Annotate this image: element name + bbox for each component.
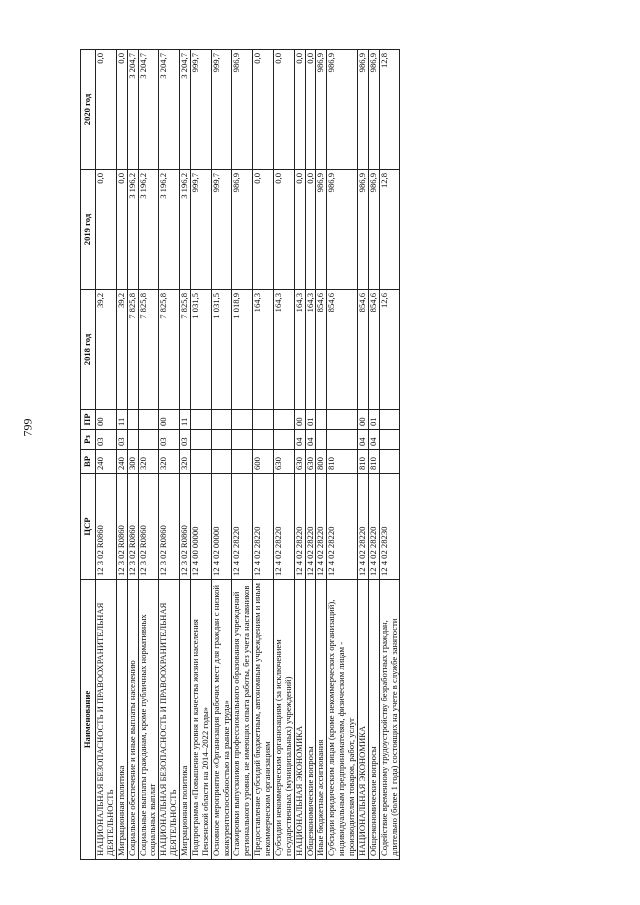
cell-rz bbox=[316, 430, 327, 450]
cell-pr bbox=[379, 410, 400, 430]
cell-rz bbox=[327, 430, 358, 450]
cell-name: Социальное обеспечение и иные выплаты населению bbox=[127, 580, 138, 860]
cell-rz: 04 bbox=[305, 430, 316, 450]
cell-pr: 11 bbox=[180, 410, 191, 430]
table-row bbox=[294, 50, 305, 860]
header-vr: ВР bbox=[81, 450, 96, 474]
header-rz: Рз bbox=[81, 430, 96, 450]
cell-2018: 1 018,9 bbox=[232, 290, 253, 410]
cell-2019: 0,0 bbox=[273, 170, 294, 290]
header-name: Наименование bbox=[81, 580, 96, 860]
cell-vr: 630 bbox=[294, 450, 305, 474]
cell-2018: 164,3 bbox=[273, 290, 294, 410]
cell-2019: 986,9 bbox=[232, 170, 253, 290]
cell-rz bbox=[211, 430, 232, 450]
cell-csr: 12 4 02 28220 bbox=[357, 474, 368, 580]
cell-vr: 630 bbox=[305, 450, 316, 474]
cell-pr: 00 bbox=[159, 410, 180, 430]
table-row bbox=[368, 50, 379, 860]
table-row bbox=[211, 50, 232, 860]
cell-name: Подпрограмма «Повышение уровня и качества жизни населения Пензенской области на 2014–2022 годы» bbox=[190, 580, 211, 860]
table-row bbox=[316, 50, 327, 860]
cell-rz bbox=[127, 430, 138, 450]
cell-2018: 854,6 bbox=[357, 290, 368, 410]
rotated-table-container bbox=[80, 50, 550, 860]
cell-name: Субсидии юридическим лицам (кроме некоммерческих организаций), индивидуальным предпринимателям, физическим лицам - производителям товаров, работ, услуг bbox=[327, 580, 358, 860]
header-pr: ПР bbox=[81, 410, 96, 430]
cell-pr: 00 bbox=[357, 410, 368, 430]
cell-2020: 3 204,7 bbox=[138, 50, 159, 170]
cell-csr: 12 4 02 28220 bbox=[253, 474, 274, 580]
cell-2018: 164,3 bbox=[294, 290, 305, 410]
cell-name: Субсидии некоммерческим организациям (за исключением государственных (муниципальных) учреждений) bbox=[273, 580, 294, 860]
cell-rz: 03 bbox=[180, 430, 191, 450]
cell-pr: 01 bbox=[305, 410, 316, 430]
cell-rz bbox=[273, 430, 294, 450]
cell-2019: 3 196,2 bbox=[180, 170, 191, 290]
cell-pr: 11 bbox=[116, 410, 127, 430]
cell-csr: 12 4 02 28220 bbox=[327, 474, 358, 580]
cell-csr: 12 4 02 28230 bbox=[379, 474, 400, 580]
cell-vr: 240 bbox=[96, 450, 117, 474]
cell-2019: 0,0 bbox=[294, 170, 305, 290]
cell-vr: 320 bbox=[180, 450, 191, 474]
cell-pr bbox=[127, 410, 138, 430]
cell-name: НАЦИОНАЛЬНАЯ БЕЗОПАСНОСТЬ И ПРАВООХРАНИТЕЛЬНАЯ ДЕЯТЕЛЬНОСТЬ bbox=[159, 580, 180, 860]
table-row bbox=[327, 50, 358, 860]
cell-2019: 12,8 bbox=[379, 170, 400, 290]
cell-2018: 7 825,8 bbox=[180, 290, 191, 410]
cell-name: Миграционная политика bbox=[116, 580, 127, 860]
cell-rz: 03 bbox=[116, 430, 127, 450]
cell-vr: 320 bbox=[138, 450, 159, 474]
page-number: 799 bbox=[20, 418, 35, 437]
cell-2020: 0,0 bbox=[253, 50, 274, 170]
cell-rz bbox=[379, 430, 400, 450]
table-row bbox=[159, 50, 180, 860]
cell-csr: 12 4 02 00000 bbox=[211, 474, 232, 580]
cell-pr bbox=[273, 410, 294, 430]
cell-csr: 12 3 02 R0860 bbox=[127, 474, 138, 580]
cell-2020: 0,0 bbox=[273, 50, 294, 170]
cell-name: Предоставление субсидий бюджетным, автономным учреждениям и иным некоммерческим организациям bbox=[253, 580, 274, 860]
cell-2020: 0,0 bbox=[116, 50, 127, 170]
cell-rz: 03 bbox=[159, 430, 180, 450]
cell-2019: 999,7 bbox=[190, 170, 211, 290]
cell-2020: 0,0 bbox=[305, 50, 316, 170]
table-row bbox=[190, 50, 211, 860]
cell-name: НАЦИОНАЛЬНАЯ БЕЗОПАСНОСТЬ И ПРАВООХРАНИТЕЛЬНАЯ ДЕЯТЕЛЬНОСТЬ bbox=[96, 580, 117, 860]
cell-name: Содействие временному трудоустройству безработных граждан, длительно (более 1 года) состоящих на учете в службе занятости bbox=[379, 580, 400, 860]
cell-2020: 12,8 bbox=[379, 50, 400, 170]
cell-csr: 12 4 00 00000 bbox=[190, 474, 211, 580]
header-2020: 2020 год bbox=[81, 50, 96, 170]
cell-2019: 986,9 bbox=[357, 170, 368, 290]
cell-name: НАЦИОНАЛЬНАЯ ЭКОНОМИКА bbox=[294, 580, 305, 860]
cell-2019: 0,0 bbox=[96, 170, 117, 290]
cell-2018: 7 825,8 bbox=[127, 290, 138, 410]
cell-2020: 986,9 bbox=[327, 50, 358, 170]
cell-vr: 810 bbox=[368, 450, 379, 474]
cell-2018: 854,6 bbox=[316, 290, 327, 410]
cell-2020: 0,0 bbox=[96, 50, 117, 170]
cell-2020: 3 204,7 bbox=[127, 50, 138, 170]
header-2019: 2019 год bbox=[81, 170, 96, 290]
cell-vr bbox=[211, 450, 232, 474]
cell-pr: 00 bbox=[294, 410, 305, 430]
cell-pr bbox=[190, 410, 211, 430]
cell-2019: 3 196,2 bbox=[138, 170, 159, 290]
cell-rz: 04 bbox=[368, 430, 379, 450]
cell-vr: 320 bbox=[159, 450, 180, 474]
cell-2018: 39,2 bbox=[116, 290, 127, 410]
cell-csr: 12 4 02 28220 bbox=[316, 474, 327, 580]
cell-csr: 12 3 02 R0860 bbox=[180, 474, 191, 580]
cell-2020: 986,9 bbox=[368, 50, 379, 170]
cell-2019: 3 196,2 bbox=[159, 170, 180, 290]
cell-2019: 986,9 bbox=[368, 170, 379, 290]
cell-name: НАЦИОНАЛЬНАЯ ЭКОНОМИКА bbox=[357, 580, 368, 860]
cell-2020: 986,9 bbox=[357, 50, 368, 170]
cell-2019: 986,9 bbox=[316, 170, 327, 290]
cell-name: Общеэкономические вопросы bbox=[305, 580, 316, 860]
table-row bbox=[253, 50, 274, 860]
cell-vr: 810 bbox=[357, 450, 368, 474]
cell-vr: 800 bbox=[316, 450, 327, 474]
cell-name: Общеэкономические вопросы bbox=[368, 580, 379, 860]
cell-2019: 0,0 bbox=[116, 170, 127, 290]
cell-pr bbox=[253, 410, 274, 430]
cell-pr bbox=[327, 410, 358, 430]
cell-2020: 999,7 bbox=[190, 50, 211, 170]
cell-2018: 39,2 bbox=[96, 290, 117, 410]
cell-2020: 3 204,7 bbox=[159, 50, 180, 170]
cell-2019: 3 196,2 bbox=[127, 170, 138, 290]
cell-name: Стажировки выпускников профессионального образования учреждений регионального уровня, не имеющих опыта работы, без учета наставников bbox=[232, 580, 253, 860]
cell-vr bbox=[232, 450, 253, 474]
cell-vr bbox=[190, 450, 211, 474]
table-row bbox=[96, 50, 117, 860]
table-row bbox=[357, 50, 368, 860]
cell-rz bbox=[253, 430, 274, 450]
table-row bbox=[232, 50, 253, 860]
cell-vr: 600 bbox=[253, 450, 274, 474]
cell-2020: 999,7 bbox=[211, 50, 232, 170]
cell-csr: 12 3 02 R0860 bbox=[96, 474, 117, 580]
cell-csr: 12 4 02 28220 bbox=[368, 474, 379, 580]
budget-table bbox=[80, 49, 400, 860]
cell-csr: 12 4 02 28220 bbox=[294, 474, 305, 580]
cell-2018: 12,6 bbox=[379, 290, 400, 410]
cell-name: Социальные выплаты гражданам, кроме публичных нормативных социальных выплат bbox=[138, 580, 159, 860]
cell-vr: 810 bbox=[327, 450, 358, 474]
cell-vr: 240 bbox=[116, 450, 127, 474]
cell-name: Миграционная политика bbox=[180, 580, 191, 860]
cell-pr: 01 bbox=[368, 410, 379, 430]
cell-csr: 12 4 02 28220 bbox=[232, 474, 253, 580]
header-2018: 2018 год bbox=[81, 290, 96, 410]
table-row bbox=[127, 50, 138, 860]
table-row bbox=[180, 50, 191, 860]
cell-name: Иные бюджетные ассигнования bbox=[316, 580, 327, 860]
table-header-row bbox=[81, 50, 96, 860]
cell-csr: 12 3 02 R0860 bbox=[138, 474, 159, 580]
cell-pr bbox=[316, 410, 327, 430]
cell-vr: 630 bbox=[273, 450, 294, 474]
cell-2019: 0,0 bbox=[253, 170, 274, 290]
cell-2018: 164,3 bbox=[253, 290, 274, 410]
cell-2018: 1 031,5 bbox=[190, 290, 211, 410]
cell-2019: 999,7 bbox=[211, 170, 232, 290]
cell-pr bbox=[211, 410, 232, 430]
cell-rz bbox=[232, 430, 253, 450]
cell-2018: 1 031,5 bbox=[211, 290, 232, 410]
cell-vr bbox=[379, 450, 400, 474]
cell-2018: 7 825,8 bbox=[159, 290, 180, 410]
cell-2019: 0,0 bbox=[305, 170, 316, 290]
table-body bbox=[96, 50, 400, 860]
table-row bbox=[116, 50, 127, 860]
cell-csr: 12 4 02 28220 bbox=[305, 474, 316, 580]
cell-2018: 854,6 bbox=[327, 290, 358, 410]
cell-2020: 0,0 bbox=[294, 50, 305, 170]
cell-2018: 7 825,8 bbox=[138, 290, 159, 410]
header-csr: ЦСР bbox=[81, 474, 96, 580]
table-row bbox=[138, 50, 159, 860]
table-row bbox=[305, 50, 316, 860]
cell-csr: 12 3 02 R0860 bbox=[159, 474, 180, 580]
cell-2020: 986,9 bbox=[232, 50, 253, 170]
cell-rz bbox=[138, 430, 159, 450]
cell-csr: 12 3 02 R0860 bbox=[116, 474, 127, 580]
cell-2020: 3 204,7 bbox=[180, 50, 191, 170]
cell-2018: 854,6 bbox=[368, 290, 379, 410]
cell-pr bbox=[232, 410, 253, 430]
cell-csr: 12 4 02 28220 bbox=[273, 474, 294, 580]
table-row bbox=[273, 50, 294, 860]
table-row bbox=[379, 50, 400, 860]
cell-name: Основное мероприятие «Организация рабочих мест для граждан с низкой конкурентоспособностью на рынке труда» bbox=[211, 580, 232, 860]
cell-2020: 986,9 bbox=[316, 50, 327, 170]
cell-rz: 04 bbox=[294, 430, 305, 450]
cell-vr: 300 bbox=[127, 450, 138, 474]
cell-2019: 986,9 bbox=[327, 170, 358, 290]
cell-pr: 00 bbox=[96, 410, 117, 430]
cell-rz: 03 bbox=[96, 430, 117, 450]
cell-pr bbox=[138, 410, 159, 430]
cell-2018: 164,3 bbox=[305, 290, 316, 410]
cell-rz: 04 bbox=[357, 430, 368, 450]
cell-rz bbox=[190, 430, 211, 450]
